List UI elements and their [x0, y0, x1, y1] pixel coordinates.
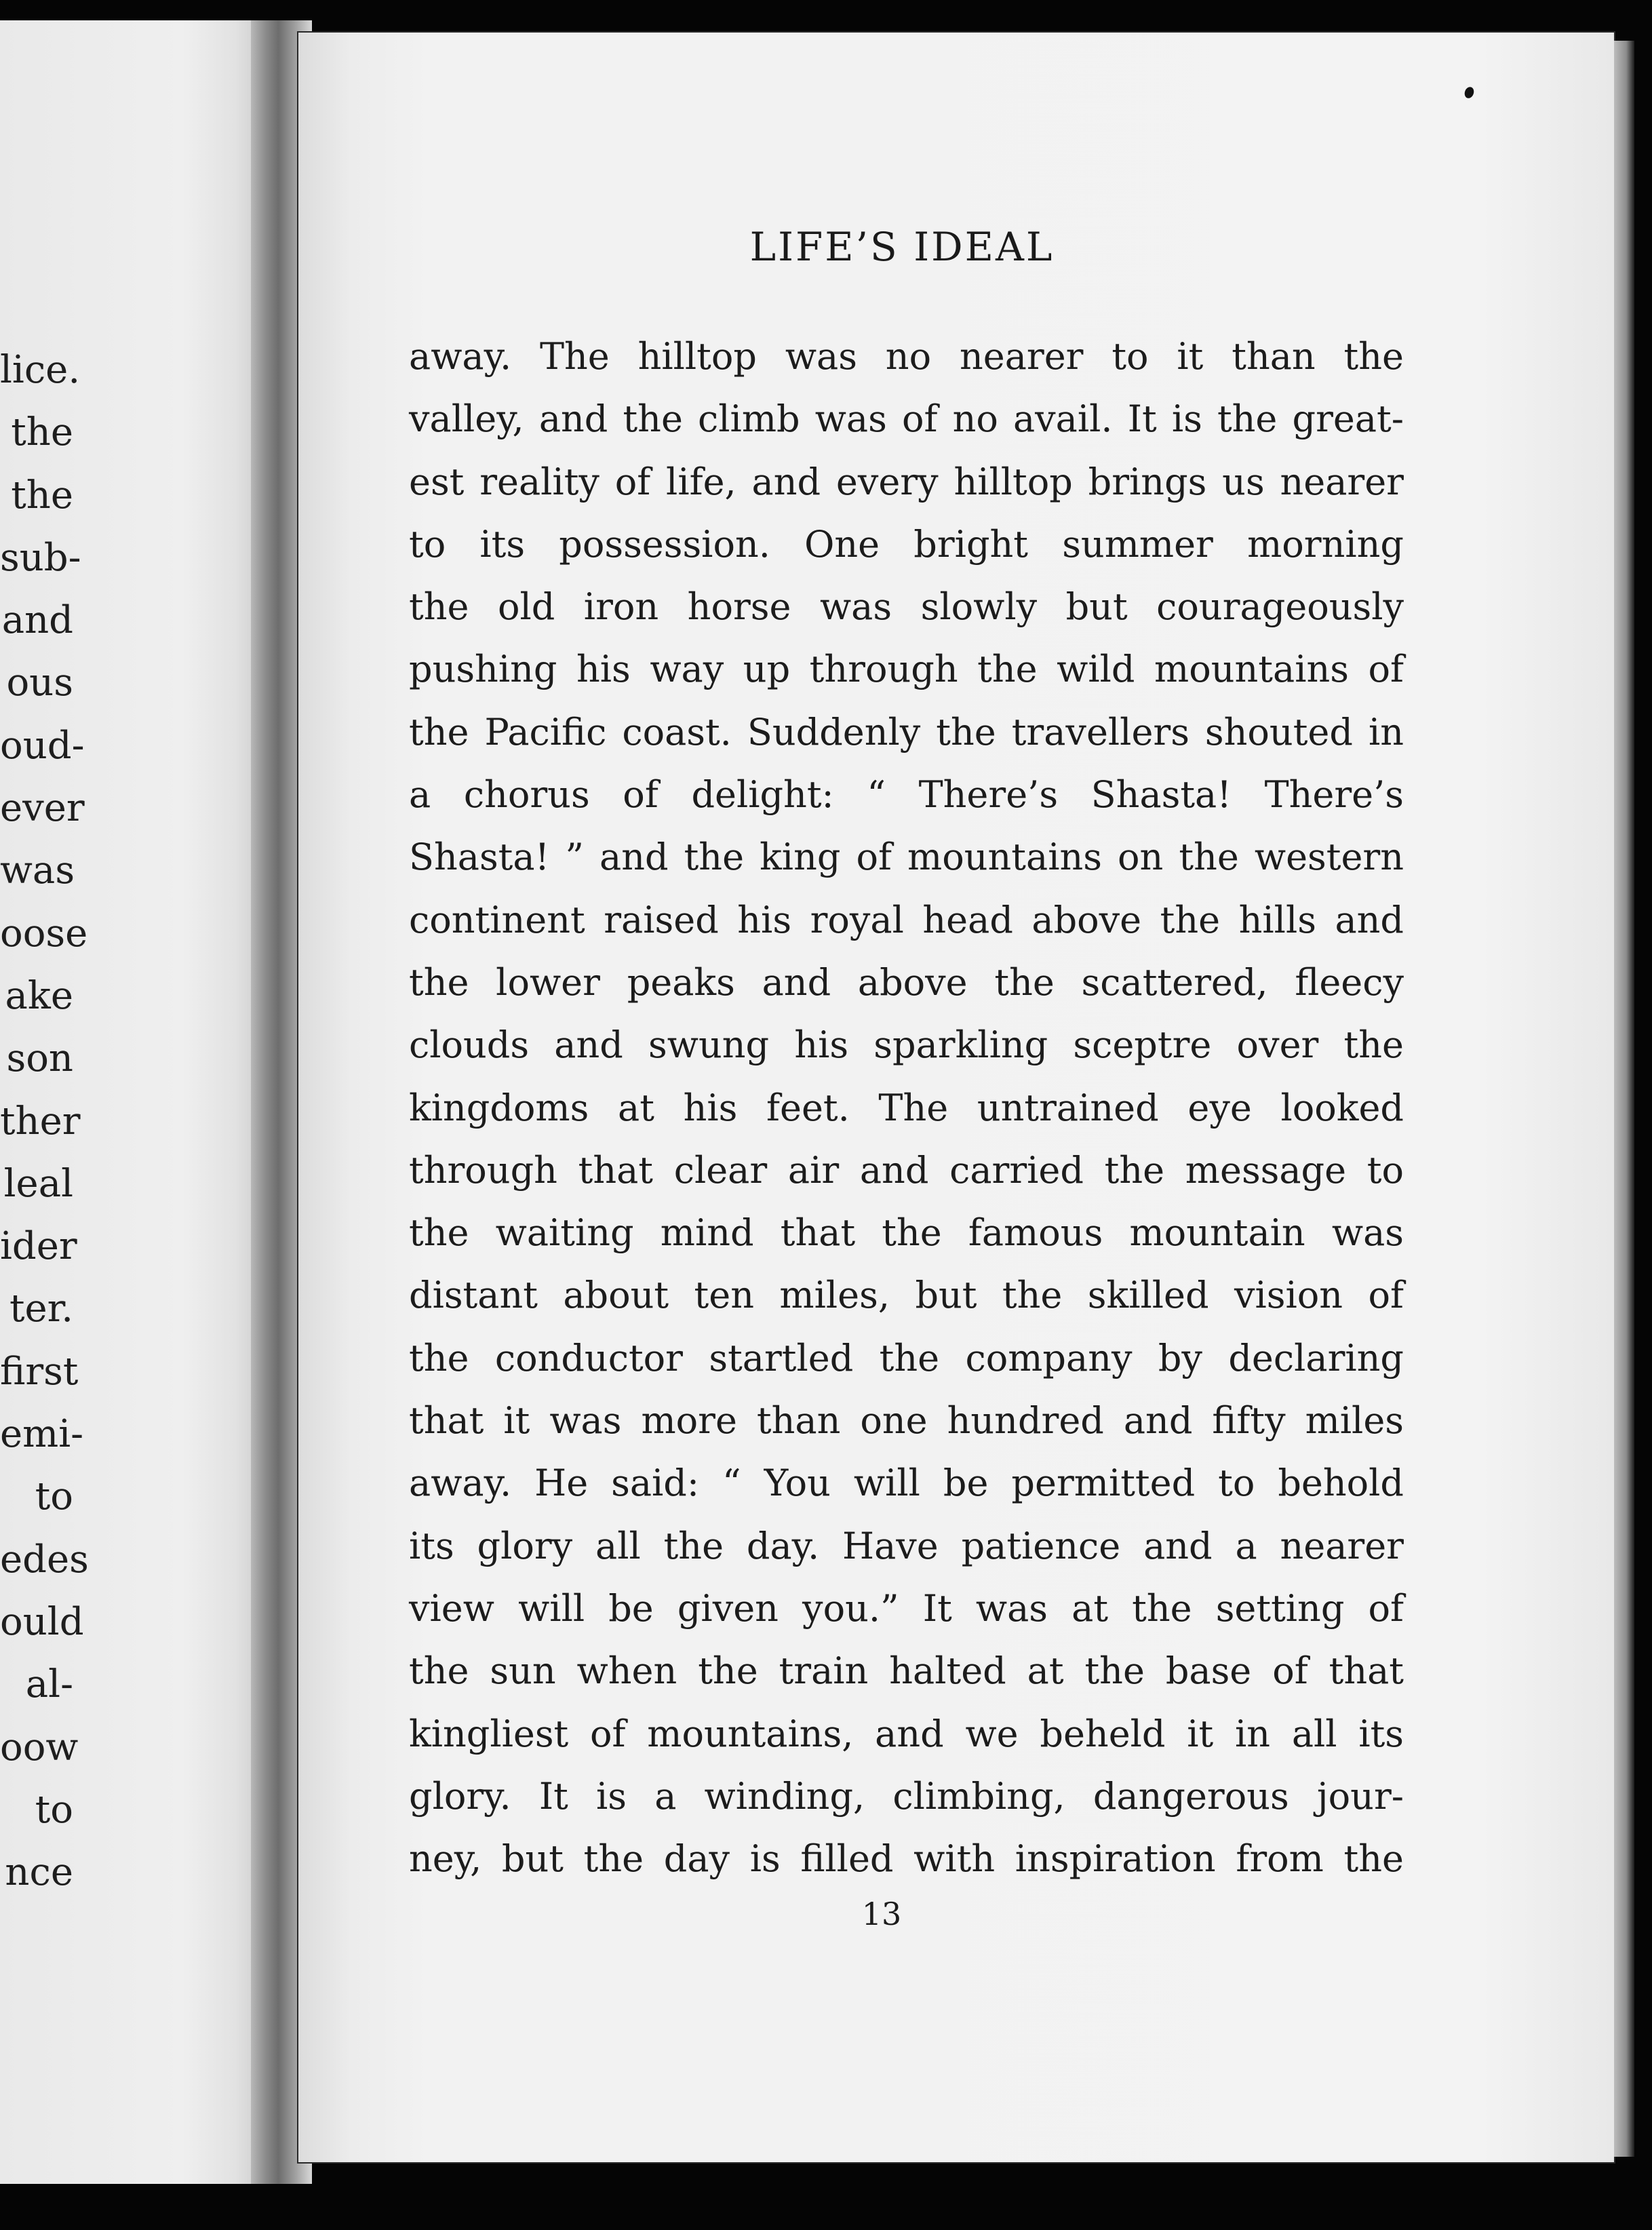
previous-page-line: ake [5, 973, 73, 1018]
previous-page-line: first [0, 1349, 79, 1394]
page-number: 13 [861, 1896, 902, 1932]
previous-page-line: ider [0, 1224, 77, 1269]
previous-page-line: sub- [0, 535, 81, 580]
previous-page-line: ould [0, 1599, 84, 1644]
previous-page-line: son [6, 1036, 73, 1081]
text-line: clouds and swung his sparkling sceptre over the [409, 1023, 1404, 1067]
previous-page-line: ous [6, 661, 73, 705]
text-line: valley, and the climb was of no avail. It is the great- [409, 397, 1404, 441]
previous-page-line: the [11, 473, 73, 517]
text-line: to its possession. One bright summer morning [409, 522, 1404, 566]
text-line: view will be given you.” It was at the setting of [409, 1586, 1404, 1630]
previous-page-line: emi- [0, 1412, 84, 1457]
previous-page [0, 20, 261, 2184]
previous-page-line: was [0, 848, 75, 893]
text-line: distant about ten miles, but the skilled vision of [409, 1274, 1404, 1317]
previous-page-line: ter. [9, 1287, 73, 1331]
text-line: kingliest of mountains, and we beheld it in all its [409, 1712, 1404, 1755]
previous-page-line: leal [3, 1161, 73, 1206]
text-line: through that clear air and carried the message to [409, 1148, 1404, 1192]
previous-page-line: ther [0, 1099, 81, 1143]
text-line: the waiting mind that the famous mountain was [409, 1211, 1404, 1255]
previous-page-line: al- [25, 1662, 73, 1707]
text-line: the sun when the train halted at the base of that [409, 1649, 1404, 1693]
text-line: ney, but the day is filled with inspiration from the [409, 1837, 1404, 1881]
previous-page-text [0, 339, 89, 1904]
text-line: the conductor startled the company by declaring [409, 1336, 1404, 1380]
previous-page-line: nce [5, 1850, 73, 1895]
text-line: the old iron horse was slowly but courageously [409, 585, 1404, 629]
text-line: away. He said: “ You will be permitted to behold [409, 1462, 1404, 1505]
previous-page-line: to [35, 1787, 73, 1832]
text-line: its glory all the day. Have patience and a nearer [409, 1524, 1404, 1567]
previous-page-line: oose [0, 911, 88, 956]
text-line: that it was more than one hundred and fifty miles [409, 1399, 1404, 1443]
text-line: away. The hilltop was no nearer to it than the [409, 335, 1404, 378]
text-line: a chorus of delight: “ There’s Shasta! There’s [409, 773, 1404, 817]
text-line: pushing his way up through the wild mountains of [409, 648, 1404, 691]
previous-page-line: edes [0, 1537, 89, 1582]
text-line: Shasta! ” and the king of mountains on the western [409, 836, 1404, 879]
text-line: the lower peaks and above the scattered, fleecy [409, 960, 1404, 1004]
previous-page-line: to [35, 1474, 73, 1519]
previous-page-line: ever [0, 786, 85, 831]
text-line: est reality of life, and every hilltop brings us nearer [409, 460, 1404, 503]
body-text [409, 326, 1404, 1890]
previous-page-line: and [1, 598, 73, 643]
previous-page-line: lice. [0, 348, 81, 392]
text-line: glory. It is a winding, climbing, dangerous jour- [409, 1774, 1404, 1818]
text-line: continent raised his royal head above the hills and [409, 898, 1404, 941]
previous-page-line: oud- [0, 723, 85, 768]
previous-page-line: the [11, 410, 73, 455]
previous-page-line: oow [0, 1725, 79, 1769]
running-head: LIFE’S IDEAL [749, 224, 1055, 270]
page-edge-shadow [1614, 41, 1634, 2157]
text-line: kingdoms at his feet. The untrained eye looked [409, 1086, 1404, 1129]
text-line: the Pacific coast. Suddenly the travellers shouted in [409, 710, 1404, 754]
